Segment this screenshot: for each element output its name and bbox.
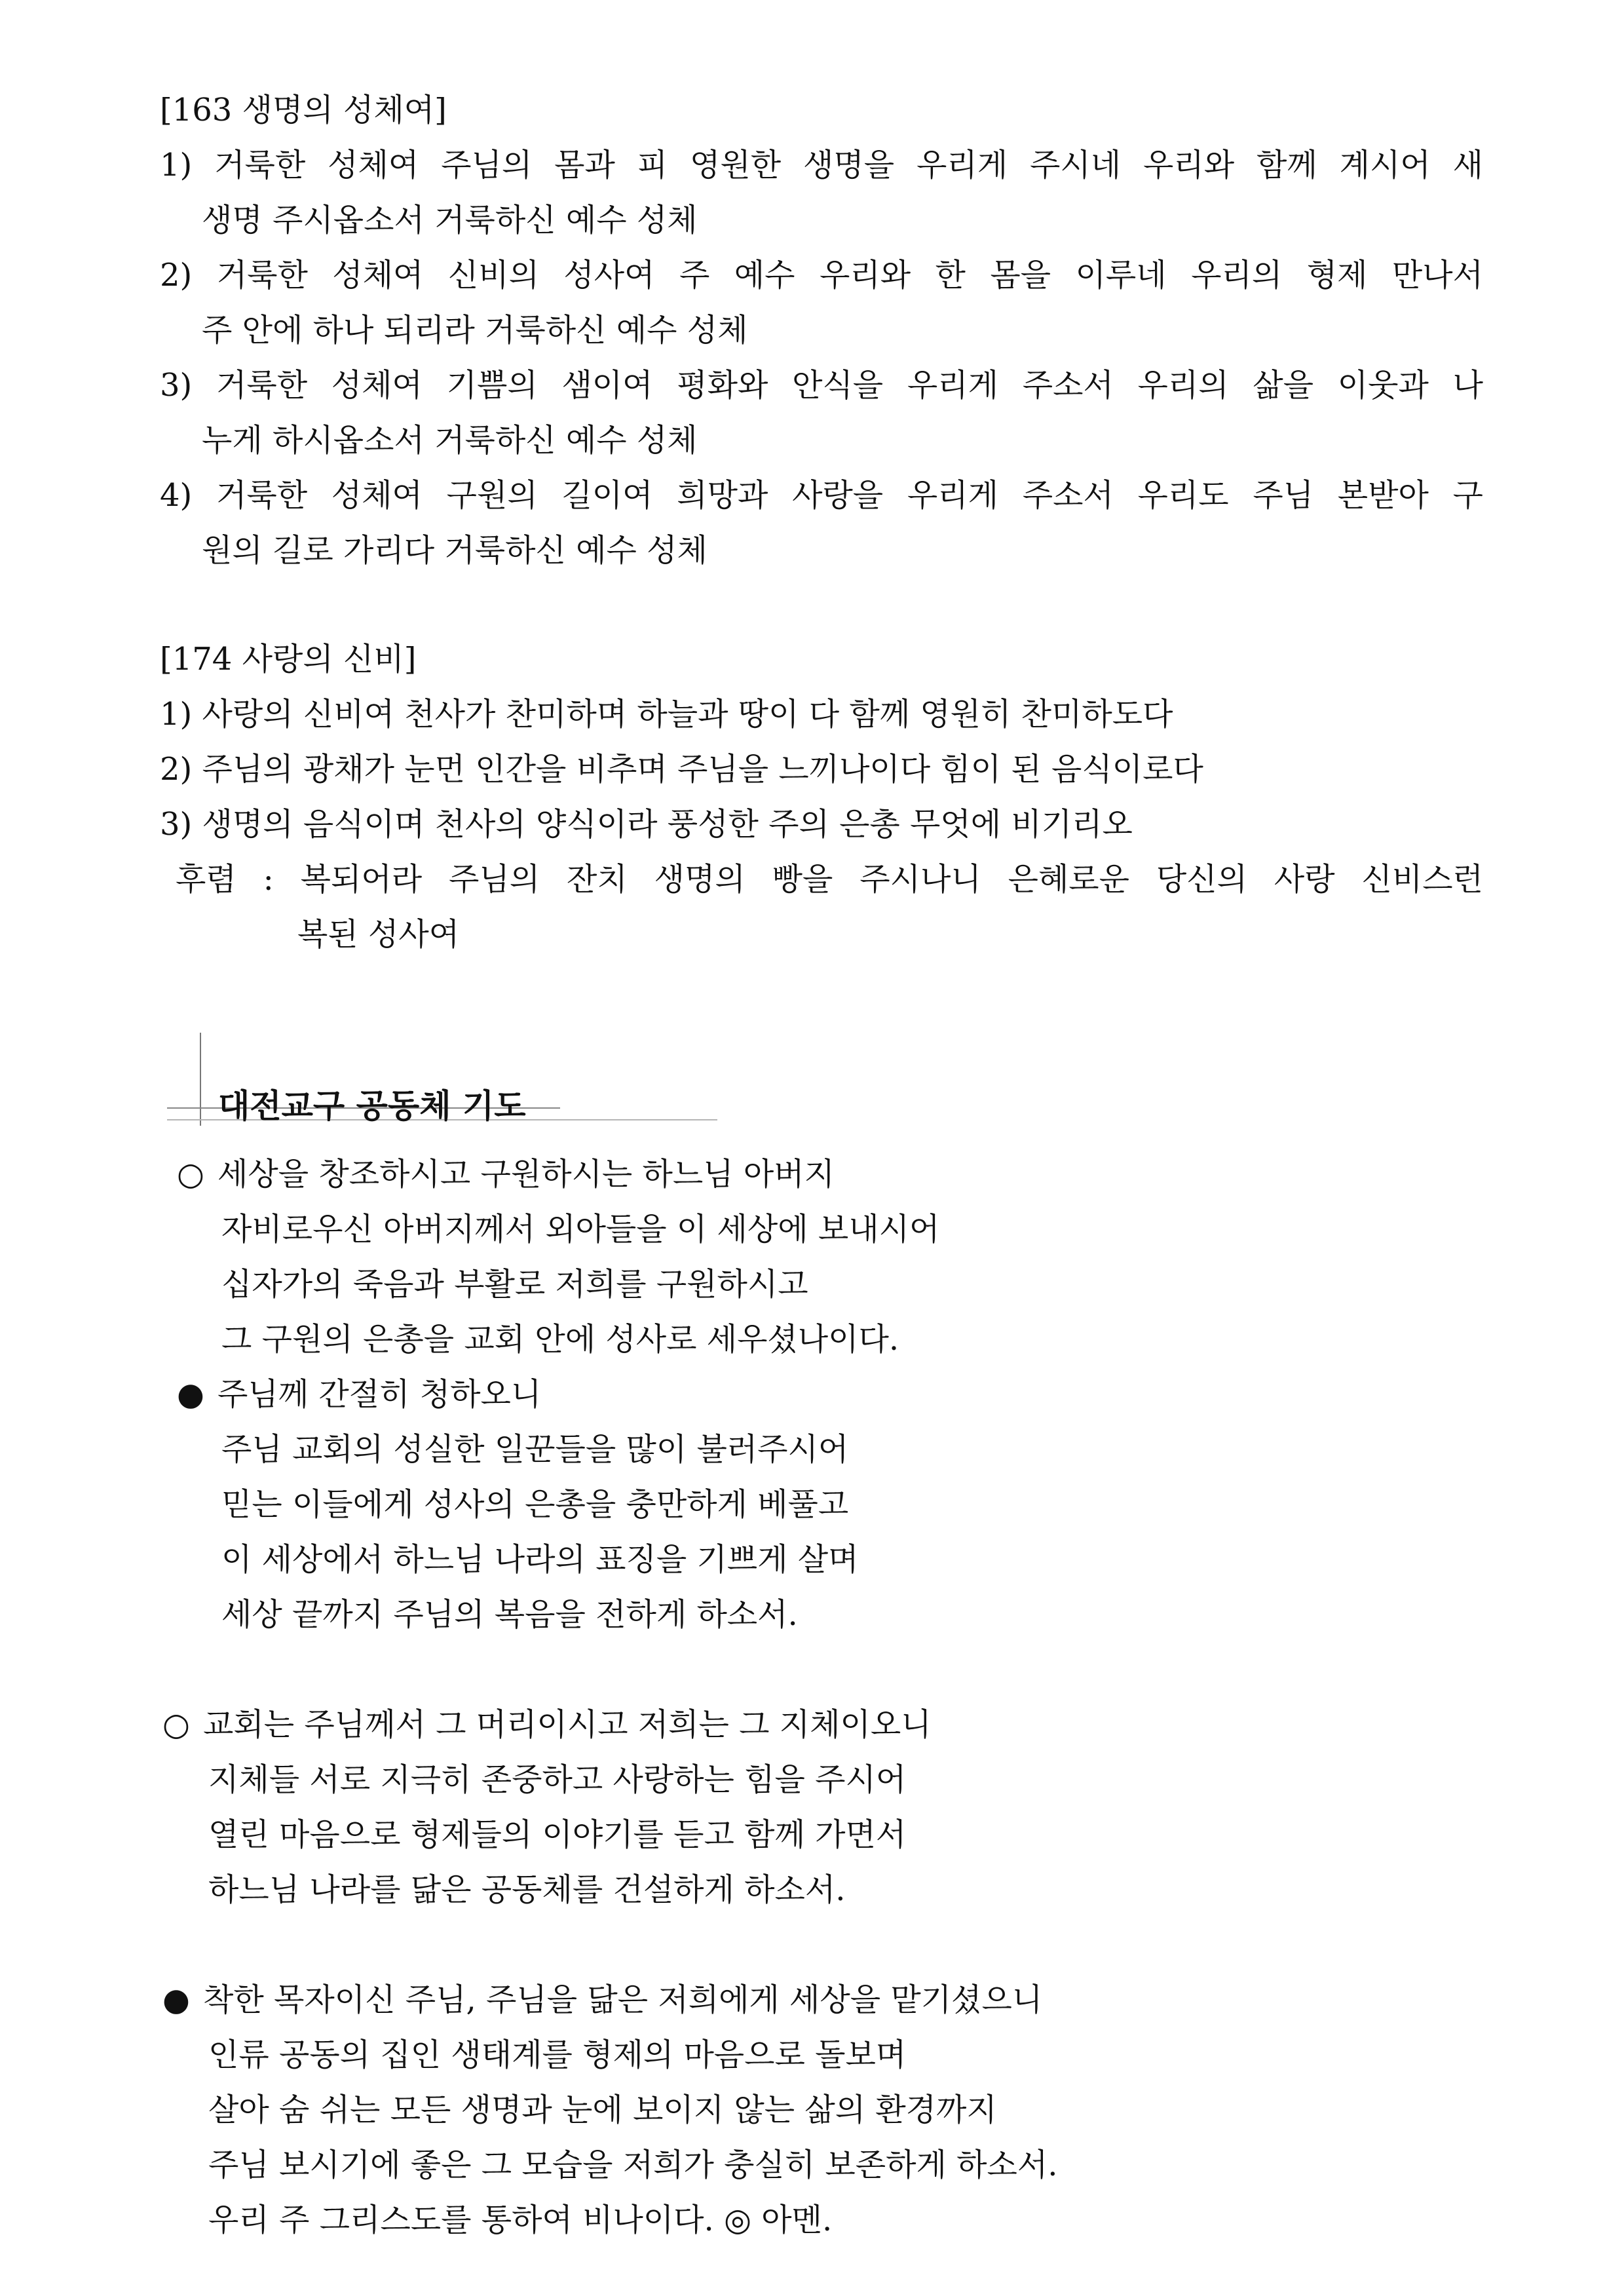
prayer-stanza-3-line-1: ○ 교회는 주님께서 그 머리이시고 저희는 그 지체이오니 [162,1706,932,1743]
hymn-174-title: [174 사랑의 신비] [160,641,417,678]
prayer-stanza-4-line-2: 인류 공동의 집인 생태계를 형제의 마음으로 돌보며 [208,2037,907,2073]
hymn-163-verse-3-line-1: 3) 거룩한 성체여 기쁨의 샘이여 평화와 안식을 우리게 주소서 우리의 삶을 이웃과 나 [160,367,1483,404]
hymn-174-refrain-line-1: 후렴 : 복되어라 주님의 잔치 생명의 빵을 주시나니 은혜로운 당신의 사랑 신비스런 [176,861,1483,898]
hymn-163-verse-1-line-1: 1) 거룩한 성체여 주님의 몸과 피 영원한 생명을 우리게 주시네 우리와 함께 계시어 새 [160,147,1483,183]
filled-circle-marker: ● [162,1981,190,2018]
prayer-stanza-2-line-1: ● 주님께 간절히 청하오니 [177,1376,542,1413]
prayer-stanza-3-line-2: 지체들 서로 지극히 존중하고 사랑하는 힘을 주시어 [208,1761,907,1798]
hymn-174-verse-2: 2) 주님의 광채가 눈먼 인간을 비추며 주님을 느끼나이다 힘이 된 음식이로다 [160,751,1203,788]
prayer-stanza-4-line-1: ● 착한 목자이신 주님, 주님을 닮은 저희에게 세상을 맡기셨으니 [162,1981,1043,2018]
hollow-circle-marker: ○ [177,1156,204,1193]
prayer-heading: 대전교구 공동체 기도 [218,1087,526,1125]
hymn-163-title: [163 생명의 성체여] [160,92,447,128]
hymn-174-verse-3: 3) 생명의 음식이며 천사의 양식이라 풍성한 주의 은총 무엇에 비기리오 [160,806,1133,843]
prayer-stanza-1-line-3: 십자가의 죽음과 부활로 저희를 구원하시고 [221,1266,808,1303]
prayer-stanza-2-line-3: 믿는 이들에게 성사의 은총을 충만하게 베풀고 [221,1486,849,1523]
hymn-163-verse-2-line-1: 2) 거룩한 성체여 신비의 성사여 주 예수 우리와 한 몸을 이루네 우리의 형제 만나서 [160,257,1483,294]
prayer-stanza-2-line-4: 이 세상에서 하느님 나라의 표징을 기쁘게 살며 [221,1541,859,1578]
prayer-stanza-2-line-2: 주님 교회의 성실한 일꾼들을 많이 불러주시어 [221,1431,849,1468]
filled-circle-marker: ● [177,1376,204,1413]
heading-vertical-rule [200,1033,201,1126]
prayer-stanza-4-line-3: 살아 숨 쉬는 모든 생명과 눈에 보이지 않는 삶의 환경까지 [208,2092,997,2128]
hymn-163-verse-3-line-2: 누게 하시옵소서 거룩하신 예수 성체 [202,422,698,459]
hymn-163-verse-4-line-1: 4) 거룩한 성체여 구원의 길이여 희망과 사랑을 우리게 주소서 우리도 주님 본받아 구 [160,477,1483,514]
prayer-stanza-2-line-5: 세상 끝까지 주님의 복음을 전하게 하소서. [221,1596,798,1633]
prayer-stanza-3-line-4: 하느님 나라를 닮은 공동체를 건설하게 하소서. [208,1871,846,1908]
hymn-174-refrain-line-2: 복된 성사여 [297,916,460,953]
prayer-stanza-1-line-4: 그 구원의 은총을 교회 안에 성사로 세우셨나이다. [221,1321,899,1358]
hollow-circle-marker: ○ [162,1706,190,1743]
hymn-163-verse-1-line-2: 생명 주시옵소서 거룩하신 예수 성체 [202,202,698,239]
hymn-174-verse-1: 1) 사랑의 신비여 천사가 찬미하며 하늘과 땅이 다 함께 영원히 찬미하도다 [160,696,1173,733]
prayer-stanza-3-line-3: 열린 마음으로 형제들의 이야기를 듣고 함께 가면서 [208,1816,907,1853]
prayer-stanza-1-line-2: 자비로우신 아버지께서 외아들을 이 세상에 보내시어 [221,1211,940,1248]
prayer-stanza-4-line-4: 주님 보시기에 좋은 그 모습을 저희가 충실히 보존하게 하소서. [208,2147,1058,2183]
prayer-stanza-4-line-5: 우리 주 그리스도를 통하여 비나이다. ◎ 아멘. [208,2202,833,2238]
prayer-stanza-1-line-1: ○ 세상을 창조하시고 구원하시는 하느님 아버지 [177,1156,835,1193]
hymn-163-verse-4-line-2: 원의 길로 가리다 거룩하신 예수 성체 [202,532,708,569]
hymn-163-verse-2-line-2: 주 안에 하나 되리라 거룩하신 예수 성체 [202,312,748,349]
